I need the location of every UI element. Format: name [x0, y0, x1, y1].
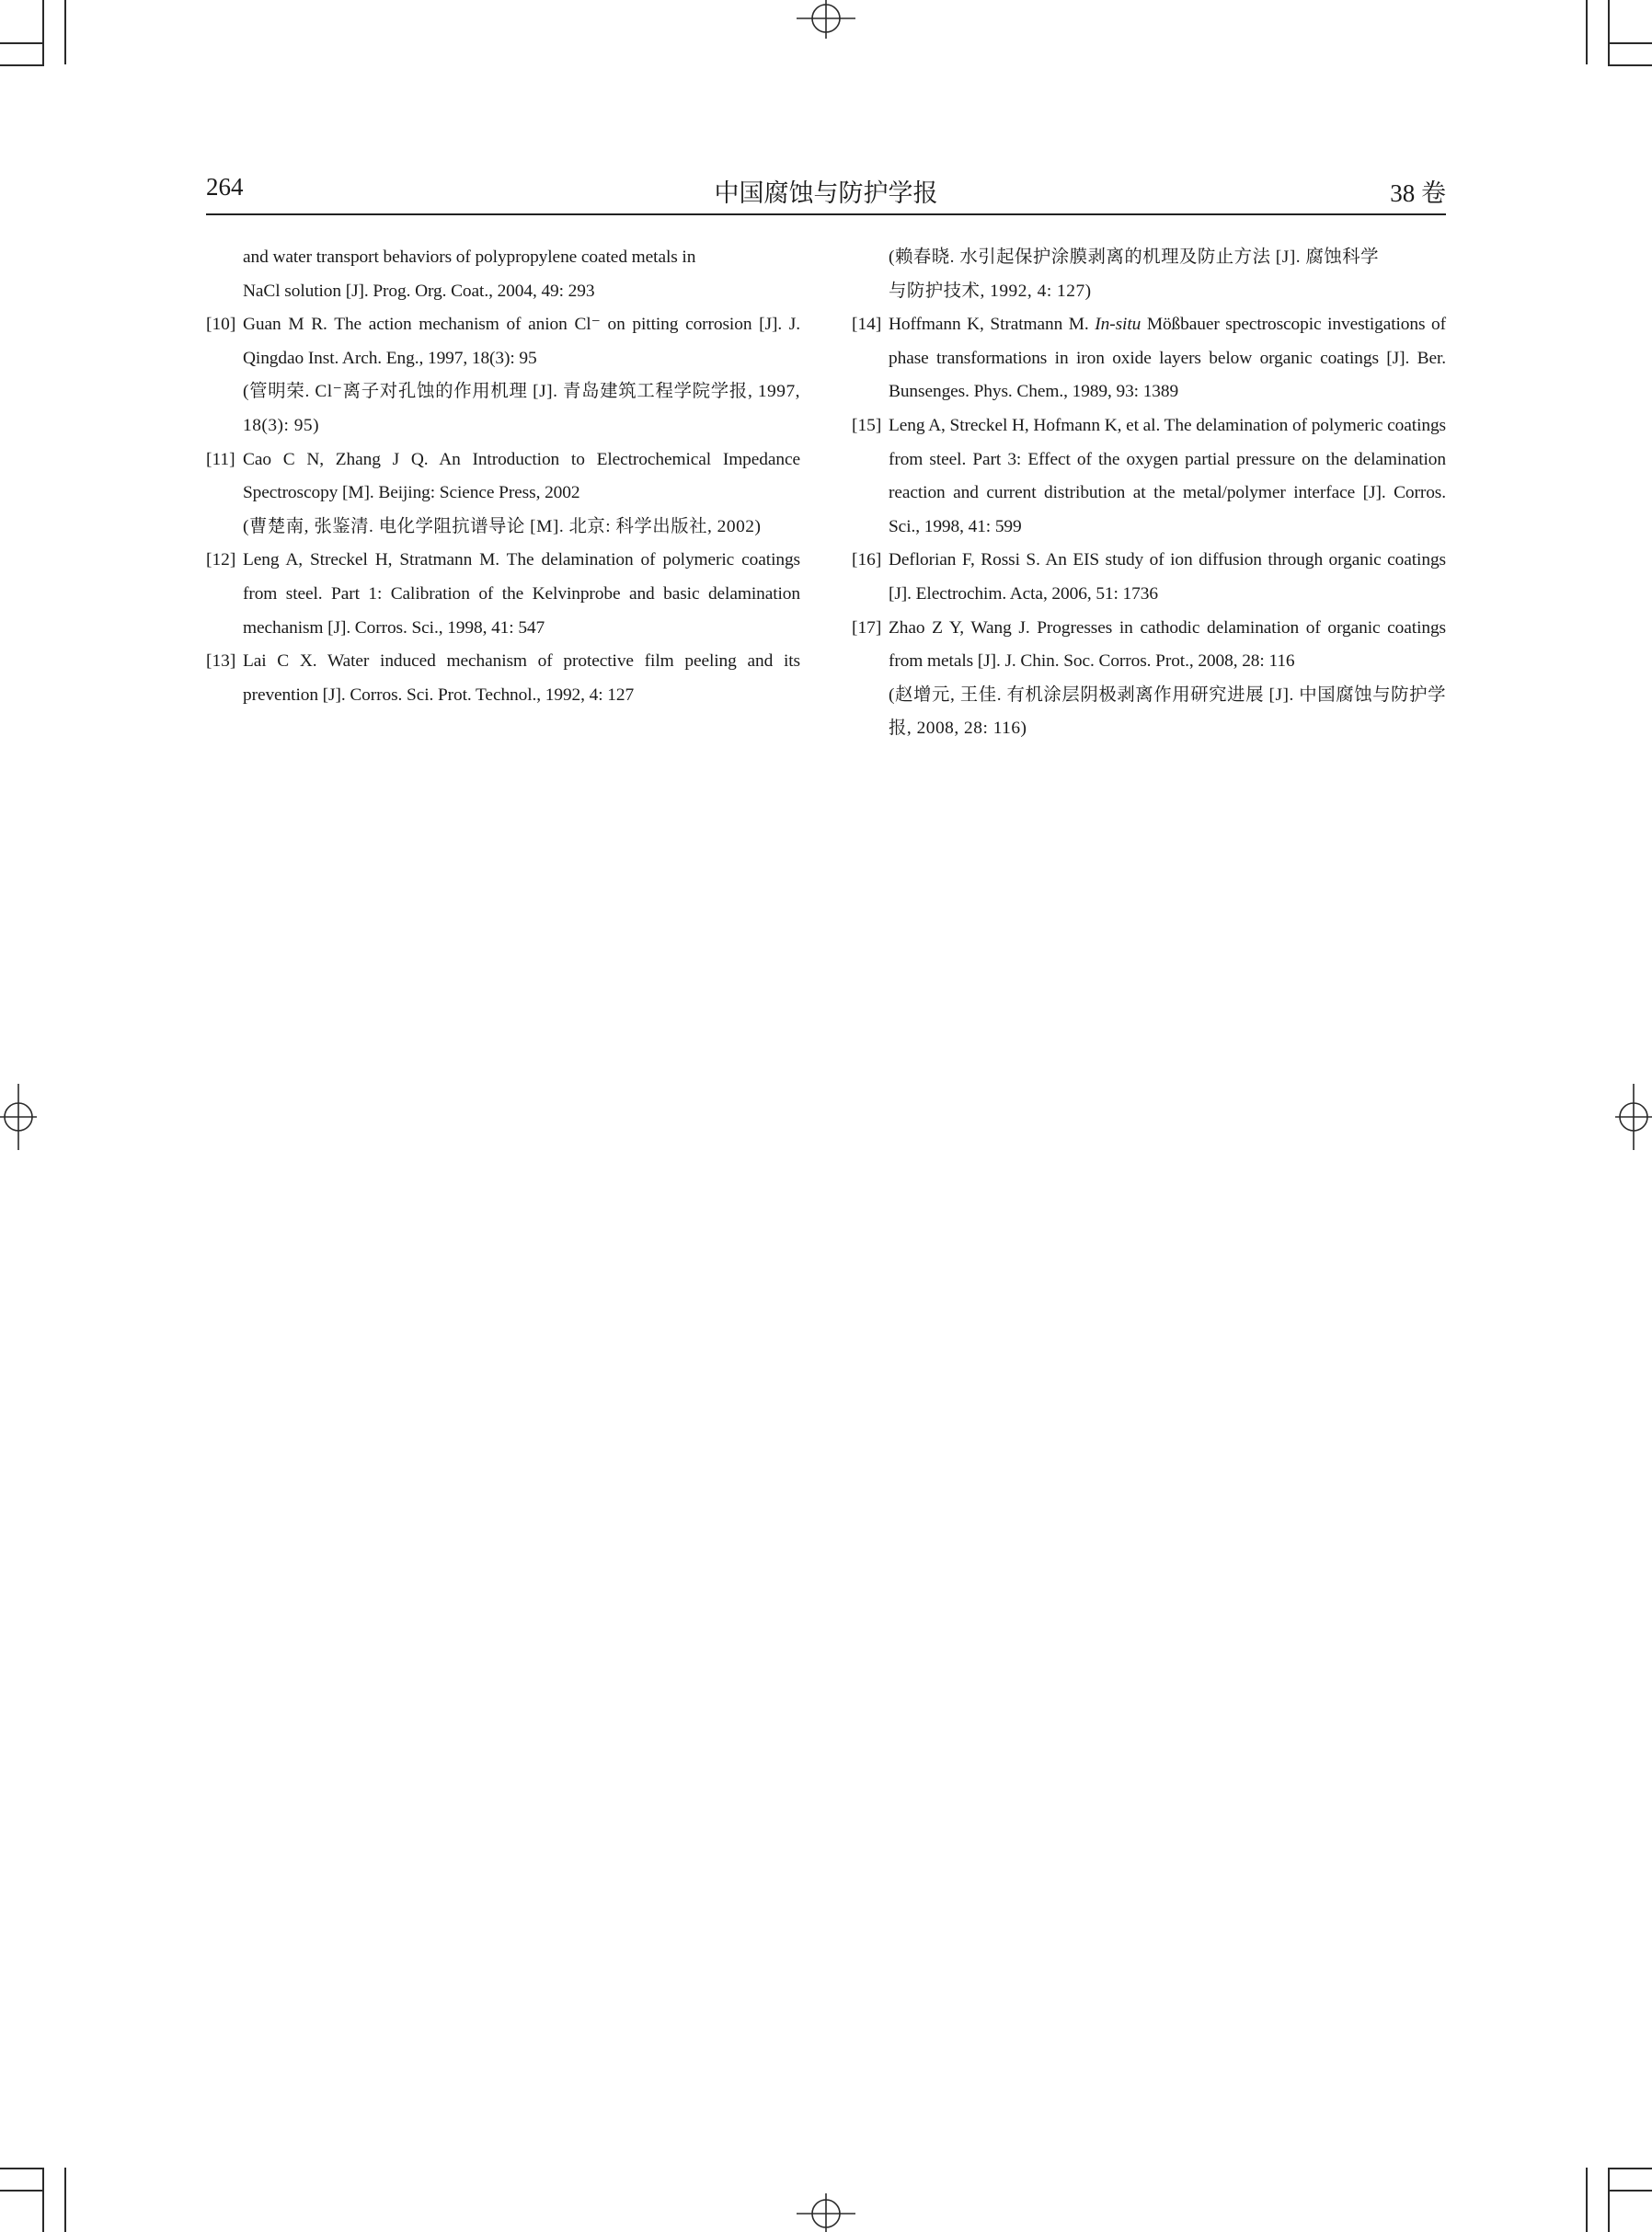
journal-title: 中国腐蚀与防护学报 — [714, 179, 938, 207]
reference-number: [16] — [852, 550, 882, 570]
crop-mark — [64, 0, 66, 64]
reference-number: [17] — [852, 617, 882, 638]
reference-continuation — [206, 241, 800, 308]
reference-13 — [206, 645, 800, 712]
reference-english: Leng A, Streckel H, Hofmann K, et al. The delamination of polymeric coatings from steel. Part 3: Effect of the oxygen partial pressure on the delamination reaction and current distribution at the metal/polymer interface [J]. Corros. Sci., 1998, 41: 599 — [889, 415, 1446, 536]
crop-mark — [1608, 64, 1652, 66]
reference-text: NaCl solution [J]. Prog. Org. Coat., 2004, 49: 293 — [243, 281, 595, 301]
references-left-column — [206, 241, 800, 712]
page-number: 264 — [206, 173, 244, 201]
reference-chinese: (赵增元, 王佳. 有机涂层阴极剥离作用研究进展 [J]. 中国腐蚀与防护学报, 2008, 28: 116) — [889, 685, 1446, 739]
reference-english: Lai C X. Water induced mechanism of protective film peeling and its prevention [J]. Corros. Sci. Prot. Technol., 1992, 4: 127 — [243, 651, 800, 705]
reference-title: Mößbauer spectroscopic investigations of phase transformations in iron oxide layers below organic coatings [J]. Ber. Bunsenges. Phys. Chem., 1989, 93: 1389 — [889, 315, 1446, 402]
reference-number: [14] — [852, 315, 882, 335]
registration-mark-bottom — [789, 2193, 863, 2232]
crop-mark — [1586, 2168, 1588, 2232]
crop-mark — [1608, 2190, 1652, 2192]
registration-mark-right — [1615, 1078, 1652, 1156]
crop-mark — [0, 2168, 44, 2169]
reference-text: and water transport behaviors of polypropylene coated metals in — [243, 247, 696, 267]
reference-english: Zhao Z Y, Wang J. Progresses in cathodic delamination of organic coatings from metals [J]. J. Chin. Soc. Corros. Prot., 2008, 28: 116 — [889, 617, 1446, 672]
reference-15 — [852, 409, 1446, 544]
crop-mark — [0, 2190, 44, 2192]
reference-12 — [206, 544, 800, 645]
registration-mark-top — [789, 0, 863, 39]
reference-number: [12] — [206, 550, 236, 570]
volume-label: 38 卷 — [1390, 179, 1446, 207]
reference-11 — [206, 443, 800, 545]
crop-mark — [42, 0, 44, 64]
reference-english: Guan M R. The action mechanism of anion Cl⁻ on pitting corrosion [J]. J. Qingdao Inst. Arch. Eng., 1997, 18(3): 95 — [243, 315, 800, 368]
reference-number: [15] — [852, 415, 882, 435]
reference-english: Leng A, Streckel H, Stratmann M. The delamination of polymeric coatings from steel. Part 1: Calibration of the Kelvinprobe and basic delamination mechanism [J]. Corros. Sci., 1998, 41: 547 — [243, 550, 800, 638]
reference-text: 与防护技术, 1992, 4: 127) — [889, 281, 1092, 301]
reference-number: [11] — [206, 449, 235, 469]
crop-mark — [0, 64, 44, 66]
crop-mark — [1608, 2168, 1652, 2169]
italic-term: In-situ — [1095, 315, 1141, 335]
registration-mark-left — [0, 1078, 37, 1156]
crop-mark — [1608, 42, 1652, 44]
reference-continuation — [852, 241, 1446, 308]
reference-17 — [852, 612, 1446, 746]
crop-mark — [0, 42, 44, 44]
reference-authors: Hoffmann K, Stratmann M. — [889, 315, 1096, 335]
reference-number: [10] — [206, 315, 236, 335]
reference-english: Cao C N, Zhang J Q. An Introduction to Electrochemical Impedance Spectroscopy [M]. Beijing: Science Press, 2002 — [243, 449, 800, 503]
reference-text: (赖春晓. 水引起保护涂膜剥离的机理及防止方法 [J]. 腐蚀科学 — [889, 247, 1380, 267]
running-header — [206, 169, 1446, 210]
reference-english: Deflorian F, Rossi S. An EIS study of ion diffusion through organic coatings [J]. Electrochim. Acta, 2006, 51: 1736 — [889, 550, 1446, 604]
crop-mark — [1608, 0, 1610, 64]
header-rule — [206, 213, 1446, 215]
reference-chinese: (曹楚南, 张鉴清. 电化学阻抗谱导论 [M]. 北京: 科学出版社, 2002) — [243, 516, 762, 536]
reference-number: [13] — [206, 651, 236, 672]
reference-10 — [206, 308, 800, 443]
crop-mark — [1586, 0, 1588, 64]
crop-mark — [64, 2168, 66, 2232]
reference-chinese: (管明荣. Cl⁻离子对孔蚀的作用机理 [J]. 青岛建筑工程学院学报, 1997, 18(3): 95) — [243, 382, 800, 435]
reference-english — [889, 308, 1446, 409]
reference-16 — [852, 544, 1446, 611]
crop-mark — [42, 2168, 44, 2232]
references-right-column — [852, 241, 1446, 746]
crop-mark — [1608, 2168, 1610, 2232]
reference-14 — [852, 308, 1446, 409]
